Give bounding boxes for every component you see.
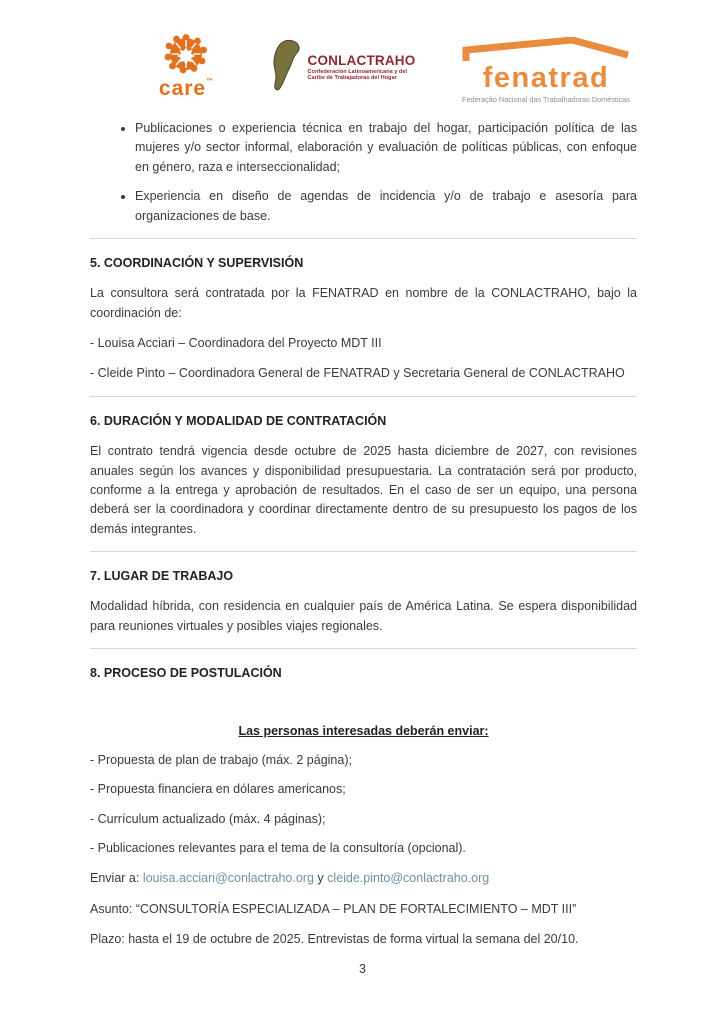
section-divider bbox=[90, 238, 637, 239]
section-duracion bbox=[90, 412, 637, 539]
section-divider bbox=[90, 648, 637, 649]
paragraph: El contrato tendrá vigencia desde octubre de 2025 hasta diciembre de 2027, con revisiones anuales según los avances y disponibilidad presupuestaria. La contratación será por producto, conforme a la entrega y aprobación de resultados. En el caso de ser un equipo, una persona deberá ser la coordinadora y coordinar directamente dentro de su presupuesto los pagos de los demás integrantes. bbox=[90, 444, 637, 536]
requirement-line: - Propuesta financiera en dólares americanos; bbox=[90, 782, 346, 797]
conlactraho-logo bbox=[269, 39, 416, 96]
coordinator-line: - Louisa Acciari – Coordinadora del Proyecto MDT III bbox=[90, 336, 382, 350]
care-wordmark bbox=[145, 78, 227, 99]
email-link-cleide[interactable]: cleide.pinto@conlactraho.org bbox=[327, 871, 490, 886]
paragraph: Modalidad híbrida, con residencia en cualquier país de América Latina. Se espera disponibilidad para reuniones virtuales y posibles viajes regionales. bbox=[90, 599, 637, 633]
email-link-louisa[interactable]: louisa.acciari@conlactraho.org bbox=[142, 871, 314, 886]
call-to-action-heading: Las personas interesadas deberán enviar: bbox=[238, 723, 489, 738]
section-coordinacion bbox=[90, 254, 637, 384]
list-item: • Publicaciones o experiencia técnica en trabajo del hogar, participación política de las mujeres y/o sector informal, elaboración y evaluación de políticas públicas, con enfoque en género, raza e interseccionalidad; bbox=[135, 119, 637, 177]
conlactraho-tagline-line1: Confederación Latinoamericana y del bbox=[307, 68, 407, 75]
page-footer bbox=[0, 962, 725, 976]
send-to-line bbox=[90, 869, 637, 888]
document-body bbox=[0, 119, 725, 950]
send-to-prefix: Enviar a: bbox=[90, 871, 143, 886]
logo-header bbox=[0, 0, 725, 103]
paragraph: La consultora será contratada por la FENATRAD en nombre de la CONLACTRAHO, bajo la coordinación de: bbox=[90, 286, 637, 320]
page-number: 3 bbox=[359, 962, 366, 976]
section-divider bbox=[90, 396, 637, 397]
coordinator-line: - Cleide Pinto – Coordinadora General de FENATRAD y Secretaria General de CONLACTRAHO bbox=[90, 366, 625, 381]
section-heading: 7. LUGAR DE TRABAJO bbox=[90, 569, 234, 583]
care-trademark: ™ bbox=[206, 78, 214, 85]
subject-line: Asunto: “CONSULTORÍA ESPECIALIZADA – PLAN DE FORTALECIMIENTO – MDT III” bbox=[90, 901, 577, 916]
send-to-separator: y bbox=[313, 871, 328, 886]
conlactraho-tagline-line2: Caribe de Trabajadoras del Hogar bbox=[307, 75, 397, 82]
conlactraho-text bbox=[308, 53, 416, 81]
requirement-line: - Currículum actualizado (máx. 4 páginas); bbox=[90, 811, 326, 826]
fenatrad-logo bbox=[457, 37, 635, 104]
care-wordmark-text: care bbox=[158, 77, 207, 100]
list-item: • Experiencia en diseño de agendas de incidencia y/o de trabajo e asesoría para organizaciones de base. bbox=[135, 187, 637, 226]
fenatrad-tagline: Federação Nacional das Trabalhadoras Domésticas bbox=[462, 95, 630, 104]
conlactraho-wordmark: CONLACTRAHO bbox=[307, 53, 416, 69]
section-postulacion bbox=[90, 664, 637, 949]
section-heading: 8. PROCESO DE POSTULACIÓN bbox=[90, 666, 282, 681]
section-divider bbox=[90, 551, 637, 552]
care-logo bbox=[145, 33, 227, 99]
section-heading: 5. COORDINACIÓN Y SUPERVISIÓN bbox=[90, 255, 304, 270]
requirement-line: - Propuesta de plan de trabajo (máx. 2 página); bbox=[90, 752, 352, 767]
section-heading: 6. DURACIÓN Y MODALIDAD DE CONTRATACIÓN bbox=[90, 413, 387, 428]
deadline-line: Plazo: hasta el 19 de octubre de 2025. Entrevistas de forma virtual la semana del 20/10. bbox=[90, 932, 579, 947]
section-lugar bbox=[90, 567, 637, 636]
requirement-line: - Publicaciones relevantes para el tema de la consultoría (opcional). bbox=[90, 841, 466, 855]
qualifications-list bbox=[90, 119, 637, 226]
south-america-map-icon bbox=[269, 39, 303, 96]
fenatrad-wordmark: fenatrad bbox=[482, 62, 610, 94]
